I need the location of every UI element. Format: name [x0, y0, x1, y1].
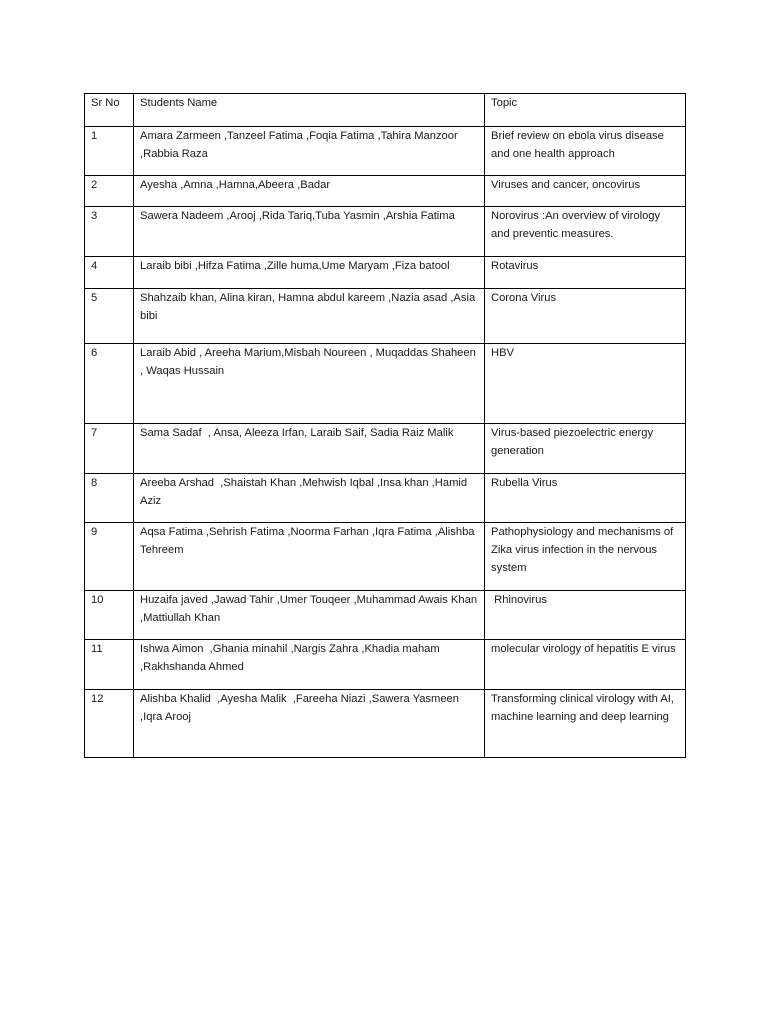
- cell-students: Aqsa Fatima ,Sehrish Fatima ,Noorma Farhan ,Iqra Fatima ,Alishba Tehreem: [134, 523, 485, 591]
- table-row: [85, 289, 686, 344]
- cell-sr: 9: [85, 523, 134, 591]
- cell-topic: Norovirus :An overview of virology and preventic measures.: [485, 207, 686, 257]
- cell-topic: Brief review on ebola virus disease and one health approach: [485, 127, 686, 176]
- table-row: [85, 424, 686, 474]
- cell-sr: 4: [85, 257, 134, 289]
- cell-sr: 1: [85, 127, 134, 176]
- cell-sr: 2: [85, 176, 134, 207]
- cell-topic: Corona Virus: [485, 289, 686, 344]
- cell-sr: 8: [85, 474, 134, 523]
- table-row: [85, 344, 686, 424]
- table-row: [85, 690, 686, 758]
- cell-topic: Rhinovirus: [485, 591, 686, 640]
- cell-topic: HBV: [485, 344, 686, 424]
- cell-students: Alishba Khalid ,Ayesha Malik ,Fareeha Niazi ,Sawera Yasmeen ,Iqra Arooj: [134, 690, 485, 758]
- table-row: [85, 523, 686, 591]
- cell-students: Huzaifa javed ,Jawad Tahir ,Umer Touqeer ,Muhammad Awais Khan ,Mattiullah Khan: [134, 591, 485, 640]
- table-header-row: [85, 94, 686, 127]
- cell-students: Ishwa Aimon ,Ghania minahil ,Nargis Zahra ,Khadia maham ,Rakhshanda Ahmed: [134, 640, 485, 690]
- cell-sr: 10: [85, 591, 134, 640]
- cell-topic: Rubella Virus: [485, 474, 686, 523]
- cell-sr: 7: [85, 424, 134, 474]
- cell-topic: Pathophysiology and mechanisms of Zika virus infection in the nervous system: [485, 523, 686, 591]
- student-topics-table: [84, 93, 686, 758]
- table-row: [85, 640, 686, 690]
- header-topic: Topic: [485, 94, 686, 127]
- cell-students: Amara Zarmeen ,Tanzeel Fatima ,Foqia Fatima ,Tahira Manzoor ,Rabbia Raza: [134, 127, 485, 176]
- cell-sr: 6: [85, 344, 134, 424]
- header-students-name: Students Name: [134, 94, 485, 127]
- table-row: [85, 207, 686, 257]
- cell-students: Laraib bibi ,Hifza Fatima ,Zille huma,Ume Maryam ,Fiza batool: [134, 257, 485, 289]
- cell-students: Sama Sadaf , Ansa, Aleeza Irfan, Laraib Saif, Sadia Raiz Malik: [134, 424, 485, 474]
- cell-topic: Rotavirus: [485, 257, 686, 289]
- cell-sr: 3: [85, 207, 134, 257]
- table-row: [85, 257, 686, 289]
- header-sr-no: Sr No: [85, 94, 134, 127]
- cell-topic: Viruses and cancer, oncovirus: [485, 176, 686, 207]
- cell-sr: 5: [85, 289, 134, 344]
- table-row: [85, 591, 686, 640]
- table-row: [85, 176, 686, 207]
- cell-students: Areeba Arshad ,Shaistah Khan ,Mehwish Iqbal ,Insa khan ,Hamid Aziz: [134, 474, 485, 523]
- cell-topic: Transforming clinical virology with AI, machine learning and deep learning: [485, 690, 686, 758]
- cell-sr: 12: [85, 690, 134, 758]
- cell-topic: molecular virology of hepatitis E virus: [485, 640, 686, 690]
- cell-topic: Virus-based piezoelectric energy generation: [485, 424, 686, 474]
- table-row: [85, 474, 686, 523]
- cell-students: Ayesha ,Amna ,Hamna,Abeera ,Badar: [134, 176, 485, 207]
- cell-students: Laraib Abid , Areeha Marium,Misbah Noureen , Muqaddas Shaheen , Waqas Hussain: [134, 344, 485, 424]
- cell-students: Shahzaib khan, Alina kiran, Hamna abdul kareem ,Nazia asad ,Asia bibi: [134, 289, 485, 344]
- cell-sr: 11: [85, 640, 134, 690]
- cell-students: Sawera Nadeem ,Arooj ,Rida Tariq,Tuba Yasmin ,Arshia Fatima: [134, 207, 485, 257]
- table-row: [85, 127, 686, 176]
